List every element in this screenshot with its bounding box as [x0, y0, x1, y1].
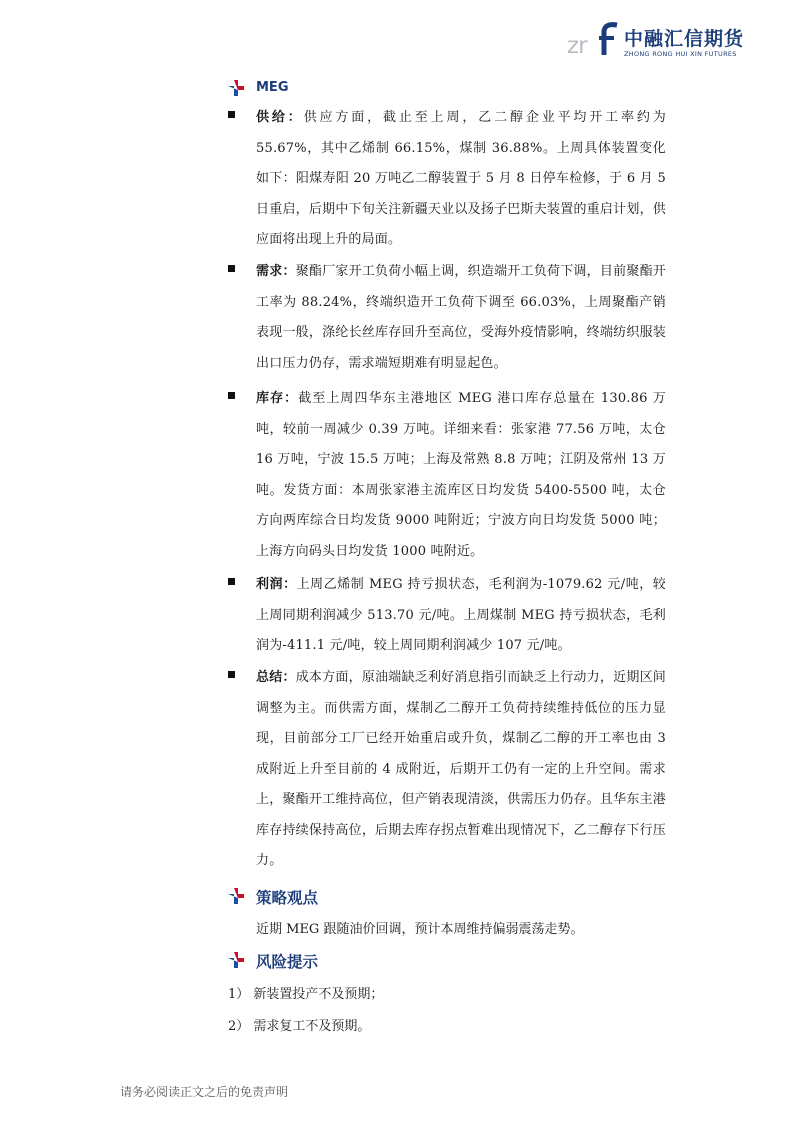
strategy-text: 近期 MEG 跟随油价回调，预计本周维持偏弱震荡走势。	[256, 922, 584, 937]
section-title: 策略观点	[256, 889, 319, 907]
bullet-label: 需求：	[256, 264, 296, 279]
risk-item: 2） 需求复工不及预期。	[228, 1019, 371, 1034]
footer-disclaimer: 请务必阅读正文之后的免责声明	[120, 1085, 289, 1099]
section-title: MEG	[256, 80, 289, 95]
bullet-label: 利润：	[256, 577, 297, 592]
bullet-text: 聚酯厂家开工负荷小幅上调，织造端开工负荷下调，目前聚酯开工率为 88.24%，终端织造开工负荷下调至 66.03%，上周聚酯产销表现一般，涤纶长丝库存回升至高位，受海外疫情影响，终端纺织服装出口压力仍存，需求端短期难有明显起色。	[256, 264, 666, 371]
risk-item: 1） 新装置投产不及预期；	[228, 987, 384, 1002]
bullet-square-icon	[228, 392, 235, 399]
bullet-demand	[256, 257, 666, 379]
logo-english-name: ZHONG RONG HUI XIN FUTURES	[624, 50, 737, 58]
bullet-profit	[256, 570, 666, 662]
bullet-square-icon	[228, 671, 235, 678]
bullet-text: 成本方面，原油端缺乏利好消息指引而缺乏上行动力，近期区间调整为主。而供需方面，煤制乙二醇开工负荷持续维持低位的压力显现，目前部分工厂已经开始重启或升负，煤制乙二醇的开工率也由 3 成附近上升至目前的 4 成附近，后期开工仍有一定的上升空间。需求上，聚酯开工维持高位，但产销表现清淡，供需压力仍存。且华东主港库存持续保持高位，后期去库存拐点暂难出现情况下，乙二醇存下行压力。	[256, 670, 666, 868]
bullet-label: 库存：	[256, 391, 299, 406]
bullet-square-icon	[228, 111, 235, 118]
bullet-text: 供应方面，截止至上周，乙二醇企业平均开工率约为 55.67%，其中乙烯制 66.15%，煤制 36.88%。上周具体装置变化如下：阳煤寿阳 20 万吨乙二醇装置于 5 月 8 日停车检修，于 6 月 5 日重启，后期中下旬关注新疆天业以及扬子巴斯夫装置的重启计划，供应面将出现上升的局面。	[256, 110, 666, 247]
bullet-summary	[256, 663, 666, 877]
bullet-label: 供给：	[256, 110, 304, 125]
bullet-text: 上周乙烯制 MEG 持亏损状态，毛利润为-1079.62 元/吨，较上周同期利润减少 513.70 元/吨。上周煤制 MEG 持亏损状态，毛利润为-411.1 元/吨，较上周同期利润减少 107 元/吨。	[256, 577, 666, 653]
bullet-inventory	[256, 384, 666, 567]
company-logo	[566, 22, 756, 64]
zrf-logo-mark	[566, 22, 622, 58]
bullet-supply	[256, 103, 666, 256]
bullet-square-icon	[228, 265, 235, 272]
bullet-label: 总结：	[256, 670, 296, 685]
svg-text:zr: zr	[567, 33, 587, 58]
arrow-marker-icon	[228, 80, 244, 96]
bullet-text: 截至上周四华东主港地区 MEG 港口库存总量在 130.86 万吨，较前一周减少 0.39 万吨。详细来看：张家港 77.56 万吨，太仓 16 万吨，宁波 15.5 万吨；上海及常熟 8.8 万吨；江阴及常州 13 万吨。发货方面：本周张家港主流库区日均发货 5400-5500 吨，太仓方向两库综合日均发货 9000 吨附近；宁波方向日均发货 5000 吨；上海方向码头日均发货 1000 吨附近。	[256, 391, 666, 559]
logo-chinese-name: 中融汇信期货	[624, 28, 745, 50]
bullet-square-icon	[228, 578, 235, 585]
section-title: 风险提示	[256, 953, 319, 971]
arrow-marker-icon	[228, 888, 244, 904]
arrow-marker-icon	[228, 952, 244, 968]
